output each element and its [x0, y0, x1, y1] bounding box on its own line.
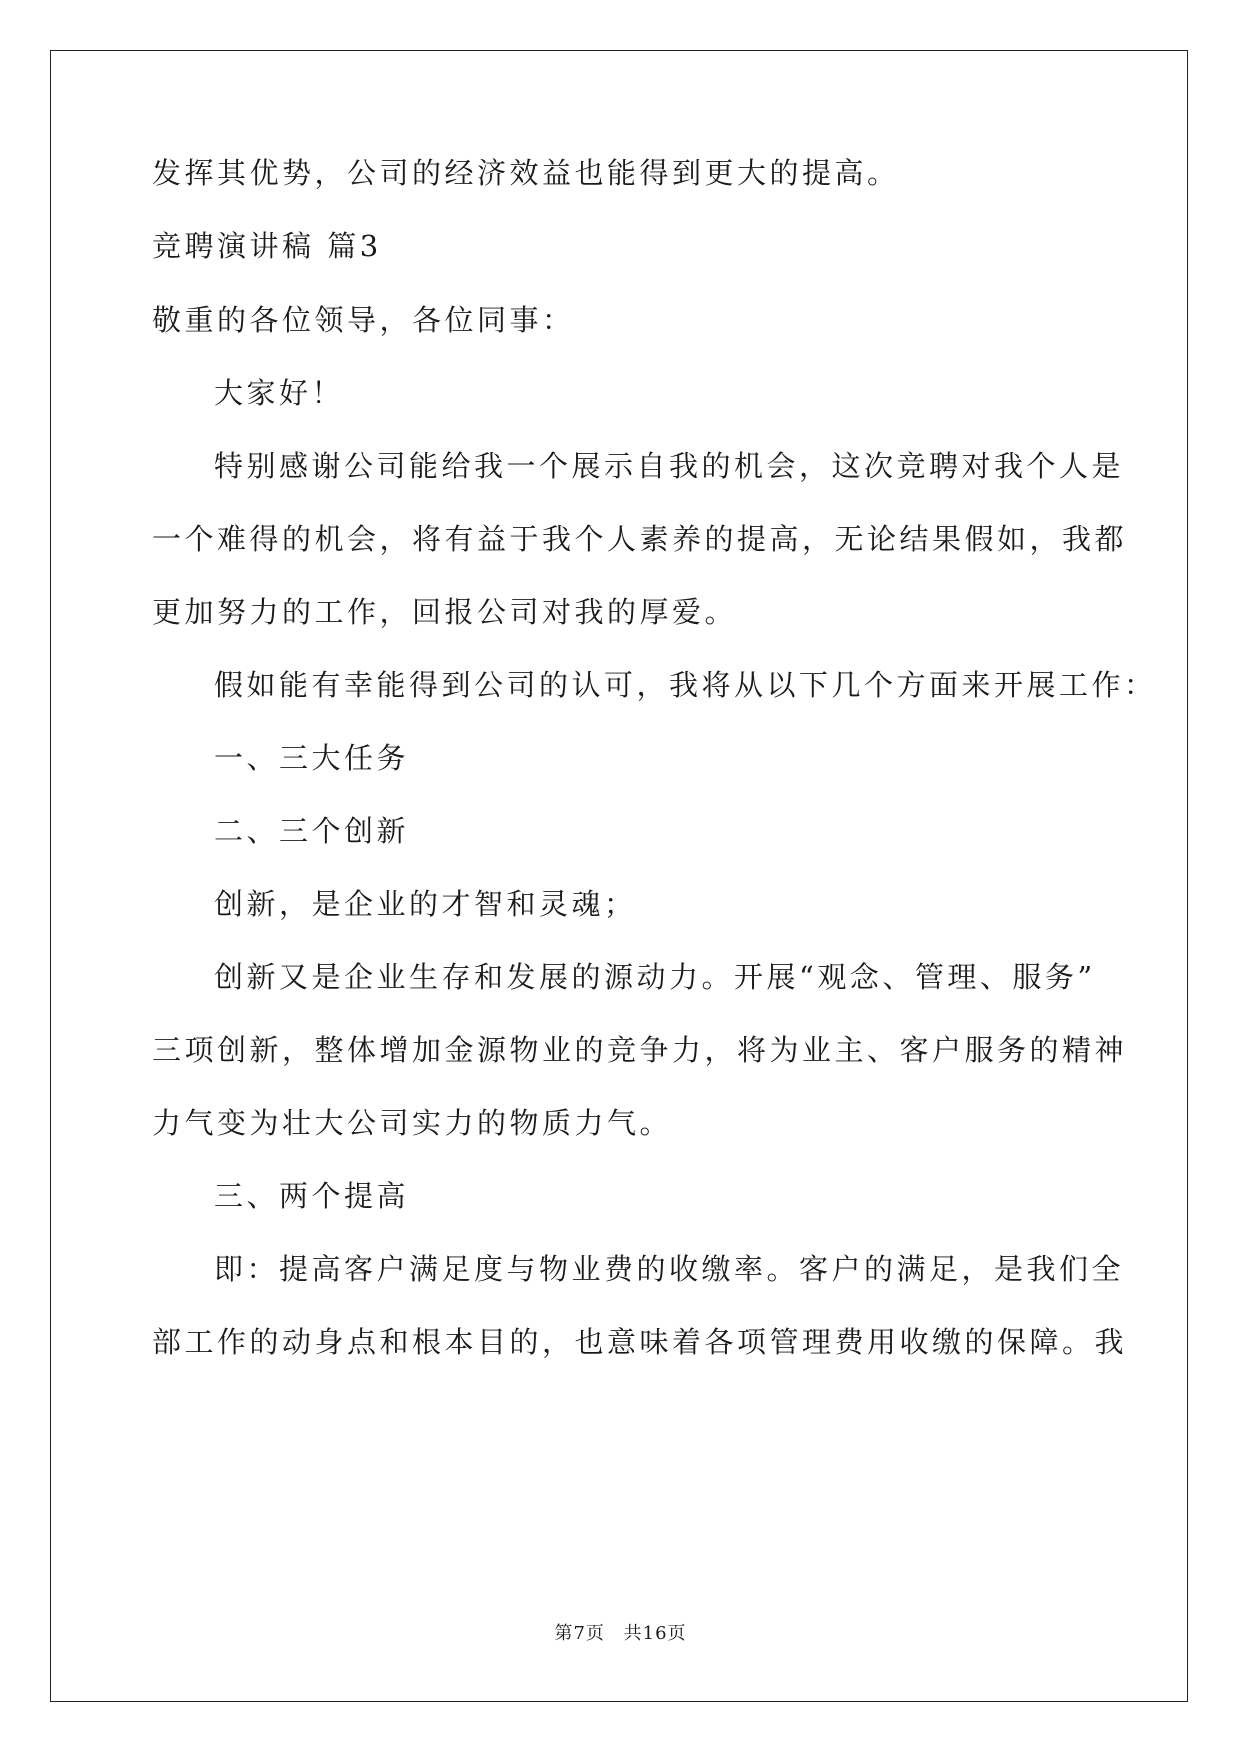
paragraph-line: 发挥其优势，公司的经济效益也能得到更大的提高。	[152, 156, 900, 190]
paragraph-line: 假如能有幸能得到公司的认可，我将从以下几个方面来开展工作：	[214, 668, 1157, 702]
greeting: 大家好！	[214, 376, 345, 410]
paragraph-line: 力气变为壮大公司实力的物质力气。	[152, 1106, 673, 1140]
page-footer	[0, 1622, 1241, 1646]
paragraph-line: 部工作的动身点和根本目的，也意味着各项管理费用收缴的保障。我	[152, 1325, 1128, 1359]
list-heading: 三、两个提高	[214, 1179, 410, 1213]
page-number-total: 共16页	[623, 1623, 687, 1644]
page-border	[50, 50, 1188, 1702]
list-heading: 一、三大任务	[214, 741, 410, 775]
paragraph-line: 更加努力的工作，回报公司对我的厚爱。	[152, 595, 738, 629]
salutation: 敬重的各位领导，各位同事：	[152, 303, 575, 337]
paragraph-line: 特别感谢公司能给我一个展示自我的机会，这次竞聘对我个人是	[214, 449, 1125, 483]
paragraph-line: 创新，是企业的才智和灵魂；	[214, 887, 637, 921]
paragraph-line: 即：提高客户满足度与物业费的收缴率。客户的满足，是我们全	[214, 1252, 1125, 1286]
section-heading: 竞聘演讲稿 篇3	[152, 229, 382, 263]
paragraph-line: 一个难得的机会，将有益于我个人素养的提高，无论结果假如，我都	[152, 522, 1128, 556]
paragraph-line: 创新又是企业生存和发展的源动力。开展“观念、管理、服务”	[214, 960, 1096, 994]
paragraph-line: 三项创新，整体增加金源物业的竞争力，将为业主、客户服务的精神	[152, 1033, 1128, 1067]
list-heading: 二、三个创新	[214, 814, 410, 848]
page-number-current: 第7页	[554, 1623, 605, 1644]
